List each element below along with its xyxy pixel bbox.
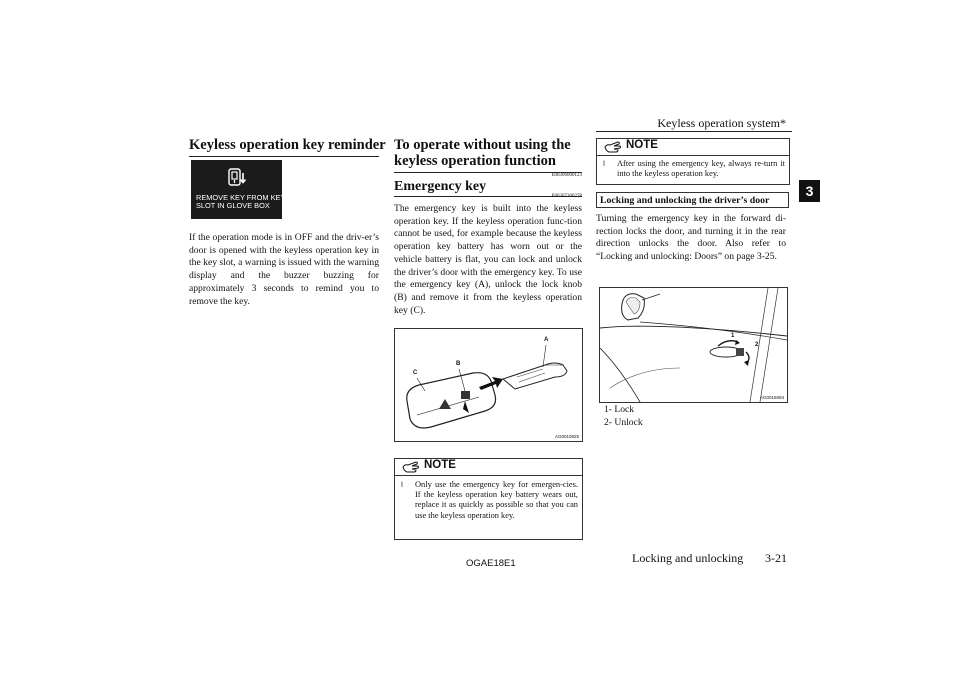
section-title-without-keyless: To operate without using the keyless operation function	[394, 137, 571, 169]
warning-display-text: REMOVE KEY FROM KEY SLOT IN GLOVE BOX	[196, 193, 286, 210]
note-title: NOTE	[424, 459, 456, 471]
running-head: Keyless operation system*	[657, 116, 786, 130]
reference-code: E00306000123	[551, 173, 582, 178]
header-rule	[596, 131, 792, 132]
footer-section: Locking and unlocking	[632, 551, 744, 565]
figure-code: AG0016694	[759, 395, 784, 400]
note-text: Only use the emergency key for emergen-cies. If the keyless operation key battery wears out, replace it as quickly as possible so that you can use the keyless operation key.	[415, 480, 578, 520]
reference-code: E00307200278	[551, 194, 582, 199]
note-text: After using the emergency key, always re-turn it into the keyless operation key.	[617, 159, 785, 179]
label-a: A	[544, 337, 549, 343]
subtitle-emergency-key: Emergency key	[394, 179, 582, 197]
note-bullet: l	[603, 160, 605, 168]
note-hand-icon	[604, 140, 622, 153]
note-header	[394, 458, 583, 476]
legend-item-lock: 1- Lock	[604, 404, 635, 415]
figure-code: AG0010825	[554, 434, 579, 439]
note-hand-icon	[402, 460, 420, 473]
door-lock-figure	[599, 287, 788, 403]
key-slot-icon	[227, 168, 247, 188]
locking-door-paragraph: Turning the emergency key in the forward di-rection locks the door, and turning it in the rear direction unlocks the door. Also refer to “Locking and unlocking: Doors” on page 3-25.	[596, 213, 786, 263]
chapter-tab: 3	[799, 180, 820, 202]
emergency-key-figure	[394, 328, 583, 442]
note-box-return-key	[596, 138, 790, 185]
legend-item-unlock: 2- Unlock	[604, 416, 643, 428]
figure-legend	[604, 404, 643, 429]
section-head-locking-door: Locking and unlocking the driver’s door	[596, 192, 789, 208]
section-title-key-reminder: Keyless operation key reminder	[189, 137, 379, 157]
warning-display-image	[191, 160, 286, 219]
emergency-key-paragraph: The emergency key is built into the keyless operation key. If the keyless operation func-tion cannot be used, for example because the keyless operation key battery has worn out or the vehicle battery is flat, you can lock and unlock the driver’s door with the emergency key. To use the emergency key (A), unlock the lock knob (B) and remove it from the keyless operation key (C).	[394, 203, 582, 316]
note-bullet: l	[401, 481, 403, 489]
label-2: 2	[755, 342, 759, 348]
note-header	[596, 138, 790, 156]
label-c: C	[413, 370, 418, 376]
key-reminder-paragraph: If the operation mode is in OFF and the driv-er’s door is opened with the keyless operation key in the key slot, a warning is issued with the warning display and the buzzer buzzing for approximately 3 seconds to remind you to remove the key.	[189, 232, 379, 307]
label-1: 1	[731, 333, 735, 339]
note-box-emergency	[394, 458, 583, 540]
footer-code: OGAE18E1	[466, 558, 516, 569]
page-number: 3-21	[765, 551, 787, 565]
key-fob-illustration	[395, 329, 582, 441]
note-title: NOTE	[626, 139, 658, 151]
door-illustration	[600, 288, 787, 402]
label-b: B	[456, 361, 461, 367]
